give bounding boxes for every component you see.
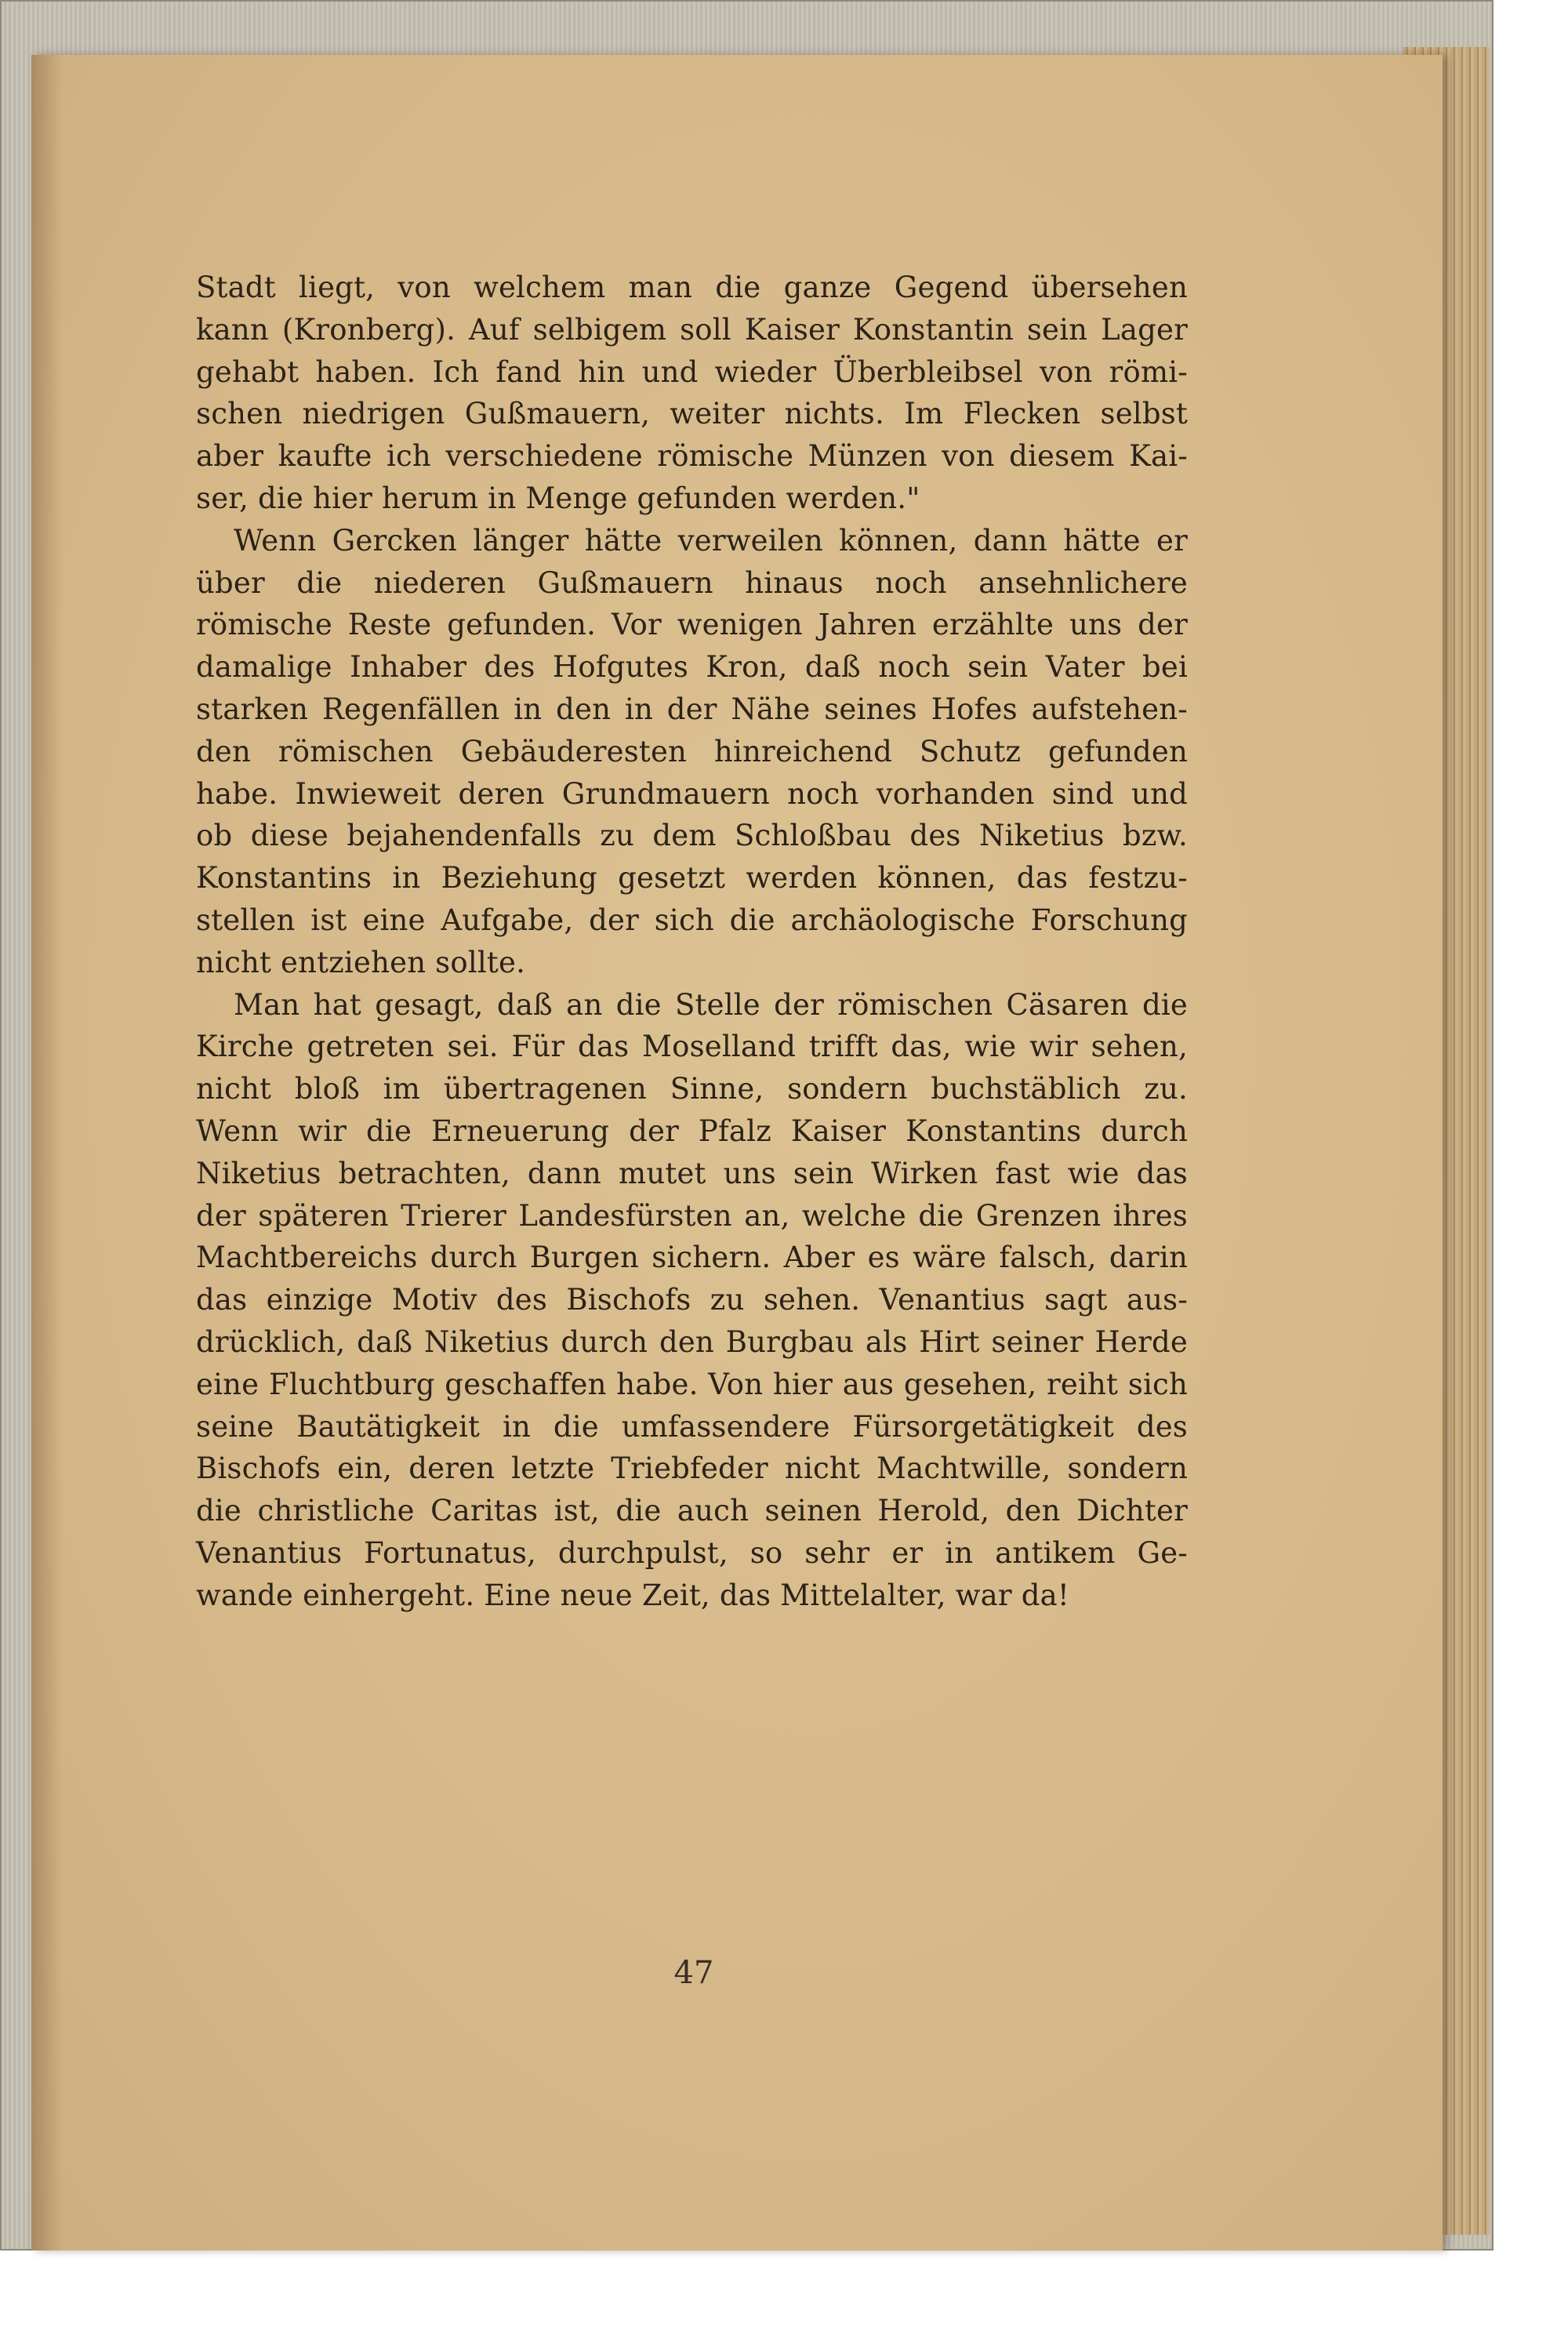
text-line: Machtbereichs durch Burgen sichern. Aber es wäre falsch, darin (196, 1241, 1188, 1275)
body-text (196, 267, 1188, 1617)
text-line: Kirche getreten sei. Für das Moselland trifft das, wie wir sehen, (196, 1030, 1188, 1064)
text-line: Wenn Gercken länger hätte verweilen können, dann hätte er (234, 523, 1188, 558)
text-line: Man hat gesagt, daß an die Stelle der römischen Cäsaren die (234, 987, 1188, 1022)
text-line: stellen ist eine Aufgabe, der sich die archäologische Forschung (196, 903, 1188, 937)
text-line: Niketius betrachten, dann mutet uns sein Wirken fast wie das (196, 1156, 1188, 1190)
text-line: Bischofs ein, deren letzte Triebfeder nicht Machtwille, sondern (196, 1451, 1188, 1486)
text-line: ser, die hier herum in Menge gefunden werden." (196, 481, 920, 515)
text-line: eine Fluchtburg geschaffen habe. Von hier aus gesehen, reiht sich (196, 1367, 1188, 1401)
paragraph-1 (196, 267, 1188, 520)
text-line: aber kaufte ich verschiedene römische Münzen von diesem Kai- (196, 439, 1188, 474)
text-line: Konstantins in Beziehung gesetzt werden können, das festzu- (196, 861, 1188, 895)
page-gutter-shadow (31, 55, 63, 2251)
text-line: die christliche Caritas ist, die auch seinen Herold, den Dichter (196, 1494, 1188, 1528)
text-line: nicht bloß im übertragenen Sinne, sondern buchstäblich zu. (196, 1072, 1188, 1106)
text-line: ob diese bejahendenfalls zu dem Schloßbau des Niketius bzw. (196, 819, 1188, 853)
text-line: Stadt liegt, von welchem man die ganze Gegend übersehen (196, 271, 1188, 304)
text-line: wande einhergeht. Eine neue Zeit, das Mittelalter, war da! (196, 1578, 1069, 1612)
text-line: das einzige Motiv des Bischofs zu sehen. Venantius sagt aus- (196, 1283, 1188, 1317)
text-line: gehabt haben. Ich fand hin und wieder Überbleibsel von römi- (196, 354, 1188, 389)
text-line: über die niederen Gußmauern hinaus noch ansehnlichere (196, 565, 1188, 600)
paragraph-3 (196, 984, 1188, 1617)
text-line: Wenn wir die Erneuerung der Pfalz Kaiser Konstantins durch (196, 1113, 1188, 1148)
page-number: 47 (673, 1955, 714, 1991)
text-line: seine Bautätigkeit in die umfassendere Fürsorgetätigkeit des (196, 1409, 1188, 1444)
text-line: damalige Inhaber des Hofgutes Kron, daß noch sein Vater bei (196, 650, 1188, 685)
text-line: der späteren Trierer Landesfürsten an, welche die Grenzen ihres (196, 1198, 1188, 1233)
text-line: den römischen Gebäuderesten hinreichend Schutz gefunden (196, 734, 1188, 768)
text-line: kann (Kronberg). Auf selbigem soll Kaiser Konstantin sein Lager (196, 312, 1188, 347)
text-line: Venantius Fortunatus, durchpulst, so sehr er in antikem Ge- (196, 1535, 1188, 1570)
text-line: habe. Inwieweit deren Grundmauern noch vorhanden sind und (196, 776, 1188, 811)
text-line: nicht entziehen sollte. (196, 945, 526, 979)
text-line: starken Regenfällen in den in der Nähe seines Hofes aufstehen- (196, 692, 1188, 726)
paragraph-2 (196, 520, 1188, 984)
text-line: römische Reste gefunden. Vor wenigen Jahren erzählte uns der (196, 608, 1188, 642)
text-line: schen niedrigen Gußmauern, weiter nichts. Im Flecken selbst (196, 397, 1188, 431)
text-line: drücklich, daß Niketius durch den Burgbau als Hirt seiner Herde (196, 1324, 1188, 1359)
